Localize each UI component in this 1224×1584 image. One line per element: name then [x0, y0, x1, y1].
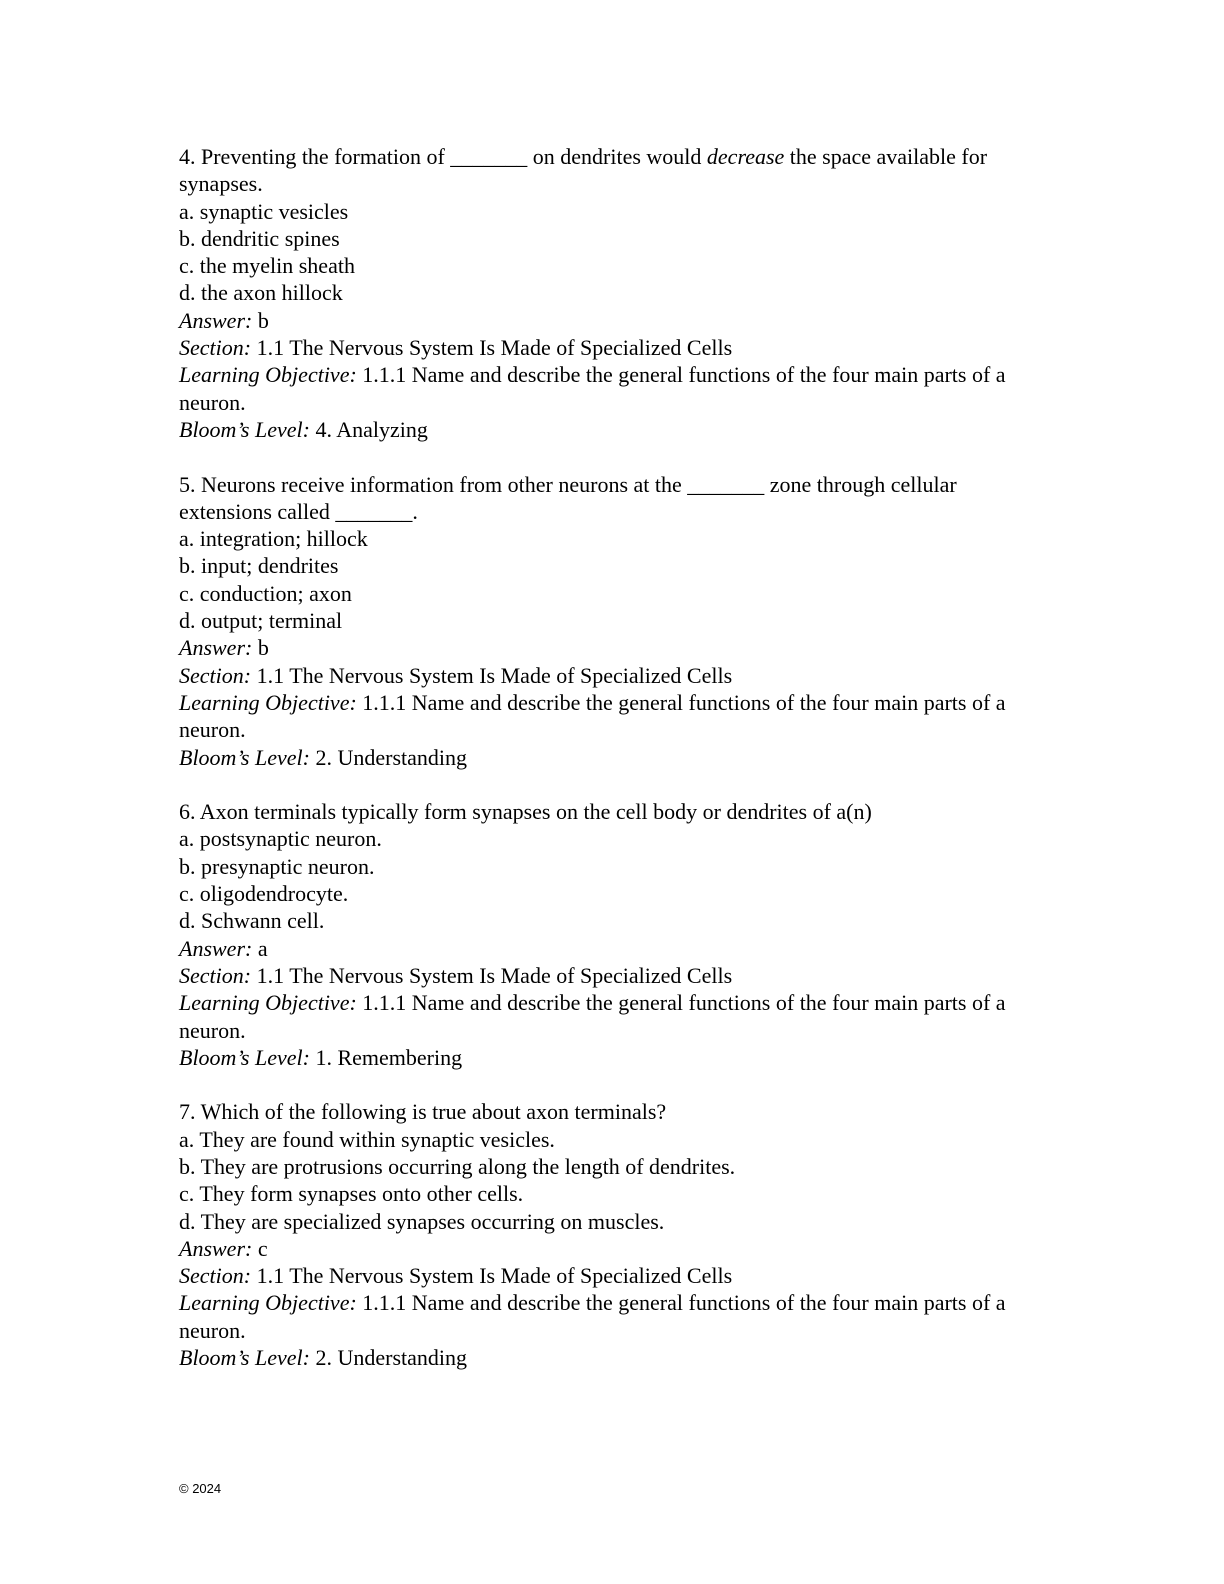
section-value: 1.1 The Nervous System Is Made of Specialized Cells: [256, 662, 733, 688]
objective-line: [179, 361, 1049, 416]
answer-option-c: c. the myelin sheath: [179, 253, 355, 279]
answer-option-d: d. They are specialized synapses occurring on muscles.: [179, 1208, 665, 1234]
answer-line: [179, 1235, 1049, 1262]
bloom-line: [179, 416, 1049, 443]
answer-label: Answer:: [179, 1235, 253, 1261]
bloom-label: Bloom’s Level:: [179, 744, 310, 770]
answer-option-c: c. They form synapses onto other cells.: [179, 1181, 524, 1207]
section-label: Section:: [179, 962, 252, 988]
section-line: [179, 962, 1049, 989]
objective-line: [179, 689, 1049, 744]
question-stem: 5. Neurons receive information from other neurons at the _______ zone through cellular extensions called _______.: [179, 471, 957, 524]
bloom-line: [179, 744, 1049, 771]
answer-option-c: c. oligodendrocyte.: [179, 881, 349, 907]
answer-option-d: d. the axon hillock: [179, 280, 343, 306]
answer-option-d: d. Schwann cell.: [179, 908, 325, 934]
answer-option-b: b. They are protrusions occurring along the length of dendrites.: [179, 1153, 736, 1179]
section-label: Section:: [179, 1263, 252, 1289]
bloom-line: [179, 1044, 1049, 1071]
question-stem: 4. Preventing the formation of _______ on dendrites would decrease the space available for synapses.: [179, 144, 988, 197]
bloom-label: Bloom’s Level:: [179, 1345, 310, 1371]
answer-value: c: [257, 1235, 268, 1261]
objective-line: [179, 1289, 1049, 1344]
objective-value: 1.1.1 Name and describe the general functions of the four main parts of a neuron.: [179, 689, 1006, 743]
copyright-footer: © 2024: [179, 1481, 222, 1496]
answer-option-c: c. conduction; axon: [179, 580, 352, 606]
question-stem: 7. Which of the following is true about axon terminals?: [179, 1099, 667, 1125]
answer-option-a: a. postsynaptic neuron.: [179, 826, 382, 852]
bloom-line: [179, 1344, 1049, 1371]
bloom-value: 4. Analyzing: [315, 416, 428, 442]
question-6: [179, 798, 1049, 1071]
document-body: [179, 143, 1049, 1399]
section-line: [179, 1262, 1049, 1289]
answer-label: Answer:: [179, 635, 253, 661]
objective-label: Learning Objective:: [179, 1290, 357, 1316]
answer-option-b: b. dendritic spines: [179, 225, 340, 251]
answer-option-a: a. synaptic vesicles: [179, 198, 349, 224]
objective-value: 1.1.1 Name and describe the general functions of the four main parts of a neuron.: [179, 362, 1006, 415]
answer-line: [179, 935, 1049, 962]
answer-label: Answer:: [179, 935, 253, 961]
objective-label: Learning Objective:: [179, 362, 357, 388]
section-label: Section:: [179, 662, 252, 688]
answer-value: b: [257, 635, 269, 661]
answer-option-b: b. presynaptic neuron.: [179, 853, 375, 879]
bloom-value: 1. Remembering: [315, 1044, 463, 1070]
section-line: [179, 334, 1049, 361]
emphasis-text: decrease: [706, 144, 785, 169]
answer-value: a: [257, 935, 268, 961]
answer-line: [179, 634, 1049, 661]
section-value: 1.1 The Nervous System Is Made of Specialized Cells: [256, 1263, 733, 1289]
objective-value: 1.1.1 Name and describe the general functions of the four main parts of a neuron.: [179, 1290, 1006, 1343]
bloom-value: 2. Understanding: [315, 744, 467, 770]
section-line: [179, 662, 1049, 689]
question-5: [179, 471, 1049, 771]
question-stem: 6. Axon terminals typically form synapses on the cell body or dendrites of a(n): [179, 799, 872, 825]
answer-option-d: d. output; terminal: [179, 608, 343, 634]
bloom-label: Bloom’s Level:: [179, 416, 310, 442]
answer-option-a: a. They are found within synaptic vesicles.: [179, 1126, 555, 1152]
section-value: 1.1 The Nervous System Is Made of Specialized Cells: [256, 962, 733, 988]
objective-line: [179, 989, 1049, 1044]
answer-option-a: a. integration; hillock: [179, 526, 368, 552]
question-7: [179, 1098, 1049, 1371]
objective-value: 1.1.1 Name and describe the general functions of the four main parts of a neuron.: [179, 990, 1006, 1043]
bloom-value: 2. Understanding: [315, 1345, 467, 1371]
section-label: Section:: [179, 335, 252, 361]
section-value: 1.1 The Nervous System Is Made of Specialized Cells: [256, 335, 733, 361]
answer-line: [179, 307, 1049, 334]
bloom-label: Bloom’s Level:: [179, 1044, 310, 1070]
question-4: [179, 143, 1049, 443]
objective-label: Learning Objective:: [179, 990, 357, 1016]
answer-value: b: [257, 307, 269, 333]
answer-option-b: b. input; dendrites: [179, 553, 339, 579]
answer-label: Answer:: [179, 307, 253, 333]
objective-label: Learning Objective:: [179, 689, 357, 715]
